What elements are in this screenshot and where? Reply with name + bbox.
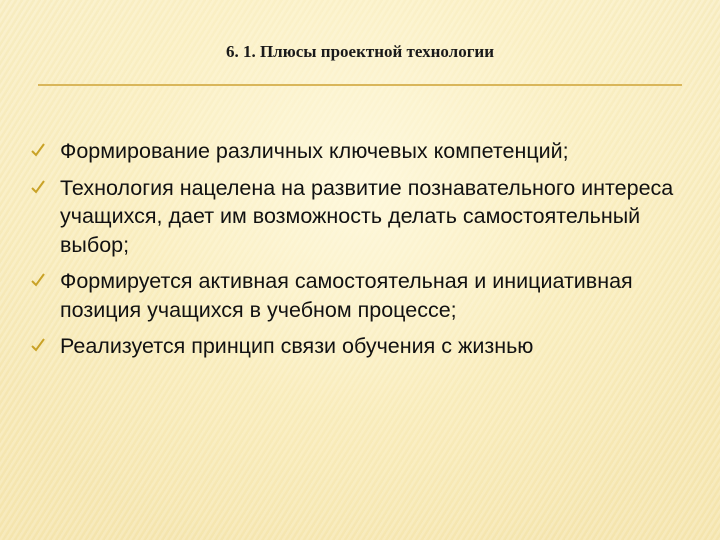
checkmark-icon <box>30 337 46 353</box>
bullet-text: Формирование различных ключевых компетенций; <box>60 139 569 163</box>
bullet-text: Формируется активная самостоятельная и инициативная позиция учащихся в учебном процессе; <box>60 269 633 322</box>
slide-title: 6. 1. Плюсы проектной технологии <box>225 42 495 61</box>
bullet-list <box>30 137 690 369</box>
bullet-item <box>30 267 690 324</box>
bullet-text: Реализуется принцип связи обучения с жизнью <box>60 334 534 358</box>
checkmark-icon <box>30 272 46 288</box>
checkmark-icon <box>30 142 46 158</box>
title-divider <box>38 84 682 86</box>
bullet-text: Технология нацелена на развитие познавательного интереса учащихся, дает им возможность делать самостоятельный выбор; <box>60 175 674 257</box>
checkmark-icon <box>30 179 46 195</box>
bullet-item <box>30 332 690 361</box>
bullet-item <box>30 174 690 260</box>
bullet-item <box>30 137 690 166</box>
